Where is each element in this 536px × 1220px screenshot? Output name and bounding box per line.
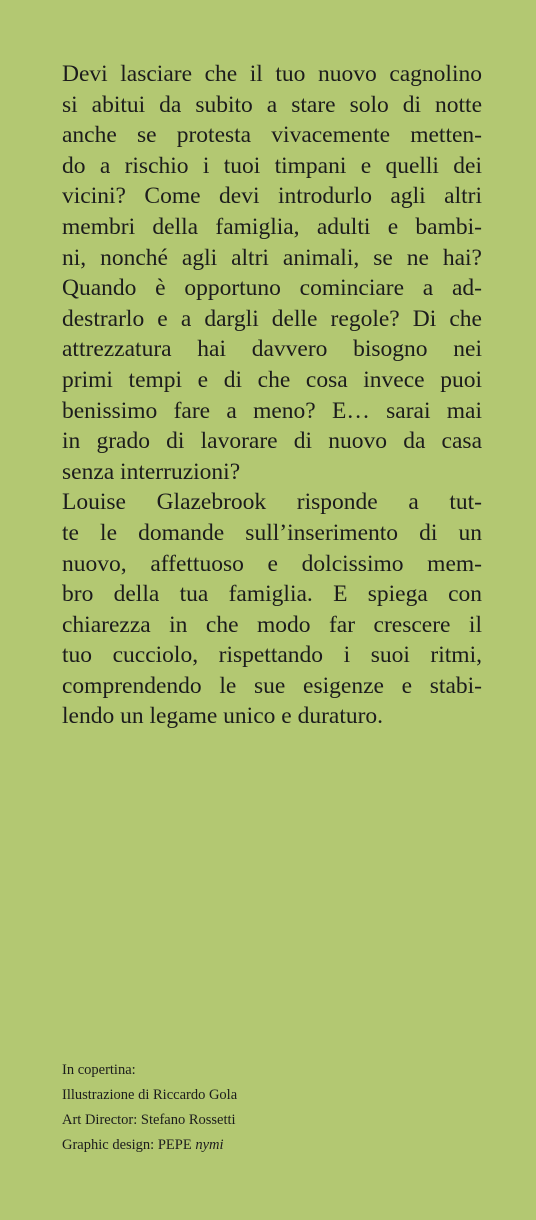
blurb-line: chiarezza in che modo far crescere il bbox=[62, 611, 482, 638]
back-cover-blurb bbox=[62, 59, 482, 732]
blurb-line: destrarlo e a dargli delle regole? Di che bbox=[62, 305, 482, 332]
cover-credits bbox=[62, 1058, 462, 1158]
cover-label: In copertina: bbox=[62, 1062, 136, 1078]
art-director-credit: Art Director: Stefano Rossetti bbox=[62, 1112, 236, 1128]
blurb-line: tuo cucciolo, rispettando i suoi ritmi, bbox=[62, 642, 482, 669]
blurb-line: Devi lasciare che il tuo nuovo cagnolino bbox=[62, 61, 482, 87]
blurb-line: attrezzatura hai davvero bisogno nei bbox=[62, 336, 482, 363]
blurb-line: membri della famiglia, adulti e bambi- bbox=[62, 213, 482, 240]
blurb-line: lendo un legame unico e duraturo. bbox=[62, 703, 384, 730]
graphic-design-brand-suffix: nymi bbox=[195, 1137, 224, 1153]
blurb-line: comprendendo le sue esigenze e stabi- bbox=[62, 672, 482, 699]
blurb-line: senza interruzioni? bbox=[62, 458, 241, 485]
illustration-credit: Illustrazione di Riccardo Gola bbox=[62, 1087, 238, 1103]
blurb-line: primi tempi e di che cosa invece puoi bbox=[62, 366, 482, 393]
blurb-line: benissimo fare a meno? E… sarai mai bbox=[62, 397, 482, 424]
blurb-line: ni, nonché agli altri animali, se ne hai? bbox=[62, 244, 482, 271]
blurb-line: si abitui da subito a stare solo di notte bbox=[62, 91, 482, 118]
blurb-line: te le domande sull’inserimento di un bbox=[62, 519, 482, 546]
blurb-line: nuovo, affettuoso e dolcissimo mem- bbox=[62, 550, 482, 577]
blurb-line: bro della tua famiglia. E spiega con bbox=[62, 581, 482, 608]
blurb-line: Louise Glazebrook risponde a tut- bbox=[62, 489, 482, 516]
blurb-line: vicini? Come devi introdurlo agli altri bbox=[62, 183, 482, 210]
blurb-line: anche se protesta vivacemente metten- bbox=[62, 122, 482, 149]
blurb-line: Quando è opportuno cominciare a ad- bbox=[62, 275, 482, 302]
blurb-line: do a rischio i tuoi timpani e quelli dei bbox=[62, 152, 482, 179]
graphic-design-credit bbox=[62, 1133, 462, 1158]
blurb-line: in grado di lavorare di nuovo da casa bbox=[62, 428, 482, 455]
graphic-design-text: Graphic design: PEPE bbox=[62, 1137, 192, 1153]
